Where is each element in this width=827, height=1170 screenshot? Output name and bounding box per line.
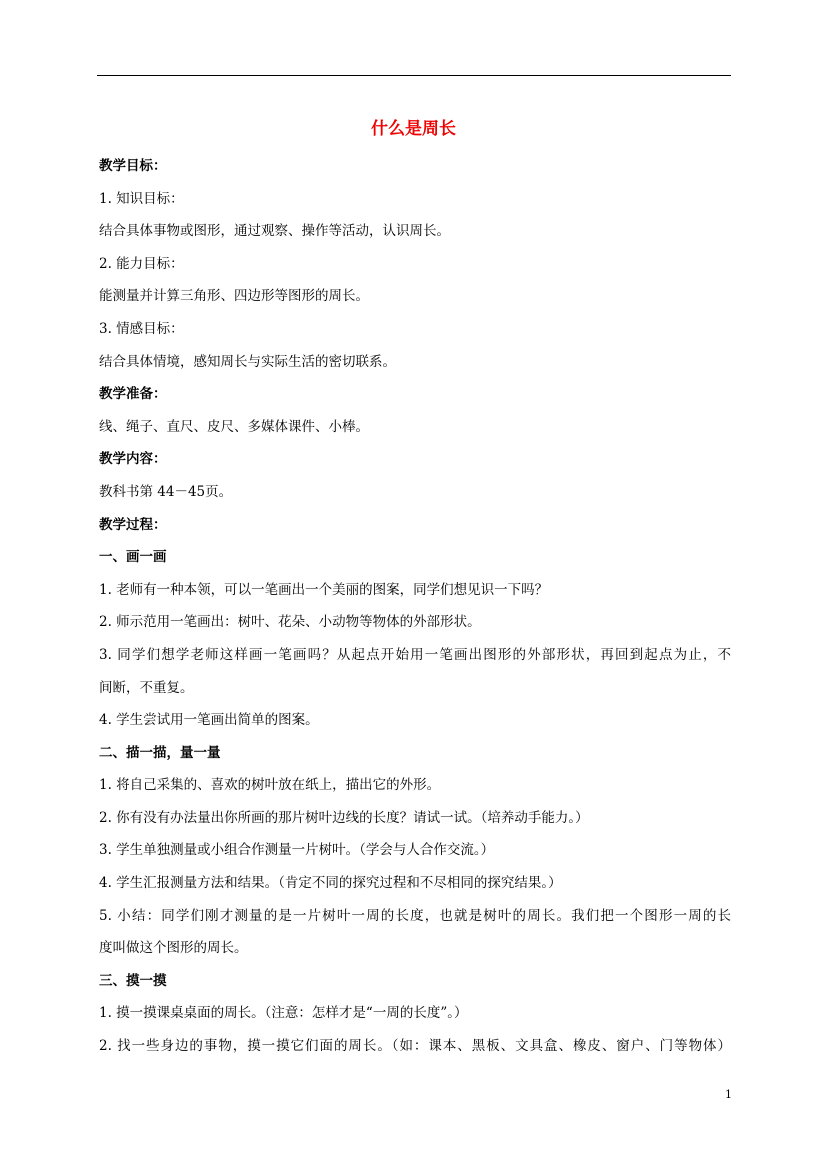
body-line: 2. 能力目标： (99, 255, 184, 272)
document-title: 什么是周长 (371, 119, 456, 139)
body-line: 度叫做这个图形的周长。 (99, 940, 248, 957)
body-line: 3. 情感目标： (99, 320, 184, 337)
body-line: 间断，不重复。 (99, 679, 194, 696)
section-heading: 教学过程： (99, 516, 167, 533)
body-line: 1. 摸一摸课桌桌面的周长。（注意：怎样才是“一周的长度”。） (99, 1005, 468, 1022)
body-line: 1. 老师有一种本领，可以一笔画出一个美丽的图案，同学们想见识一下吗？ (99, 581, 549, 598)
section-heading: 教学内容： (99, 451, 167, 468)
body-line: 结合具体事物或图形，通过观察、操作等活动，认识周长。 (99, 223, 450, 240)
body-line: 1. 将自己采集的、喜欢的树叶放在纸上，描出它的外形。 (99, 777, 441, 794)
document-body (99, 150, 731, 1063)
section-heading: 二、描一描，量一量 (99, 744, 221, 761)
body-line: 2. 找一些身边的事物，摸一摸它们面的周长。（如：课本、黑板、文具盒、橡皮、窗户、门等物体） (99, 1038, 731, 1055)
header-rule (97, 75, 731, 76)
body-line: 5. 小结：同学们刚才测量的是一片树叶一周的长度，也就是树叶的周长。我们把一个图形一周的长 (99, 907, 731, 924)
body-line: 4. 学生尝试用一笔画出简单的图案。 (99, 712, 319, 729)
body-line: 1. 知识目标： (99, 190, 184, 207)
body-line: 3. 同学们想学老师这样画一笔画吗？从起点开始用一笔画出图形的外部形状，再回到起点为止，不 (99, 646, 731, 663)
section-heading: 教学准备： (99, 386, 167, 403)
body-line: 结合具体情境，感知周长与实际生活的密切联系。 (99, 353, 396, 370)
body-line: 2. 师示范用一笔画出：树叶、花朵、小动物等物体的外部形状。 (99, 614, 481, 631)
page-number: 1 (725, 1088, 732, 1101)
body-line: 4. 学生汇报测量方法和结果。（肯定不同的探究过程和不尽相同的探究结果。） (99, 875, 562, 892)
body-line: 2. 你有没有办法量出你所画的那片树叶边线的长度？请试一试。（培养动手能力。） (99, 809, 589, 826)
section-heading: 三、摸一摸 (99, 972, 167, 989)
body-line: 能测量并计算三角形、四边形等图形的周长。 (99, 288, 369, 305)
body-line: 3. 学生单独测量或小组合作测量一片树叶。（学会与人合作交流。） (99, 842, 495, 859)
body-line: 线、绳子、直尺、皮尺、多媒体课件、小棒。 (99, 418, 369, 435)
body-line: 教科书第 44－45页。 (99, 483, 233, 500)
section-heading: 一、画一画 (99, 549, 167, 566)
section-heading: 教学目标： (99, 158, 167, 174)
